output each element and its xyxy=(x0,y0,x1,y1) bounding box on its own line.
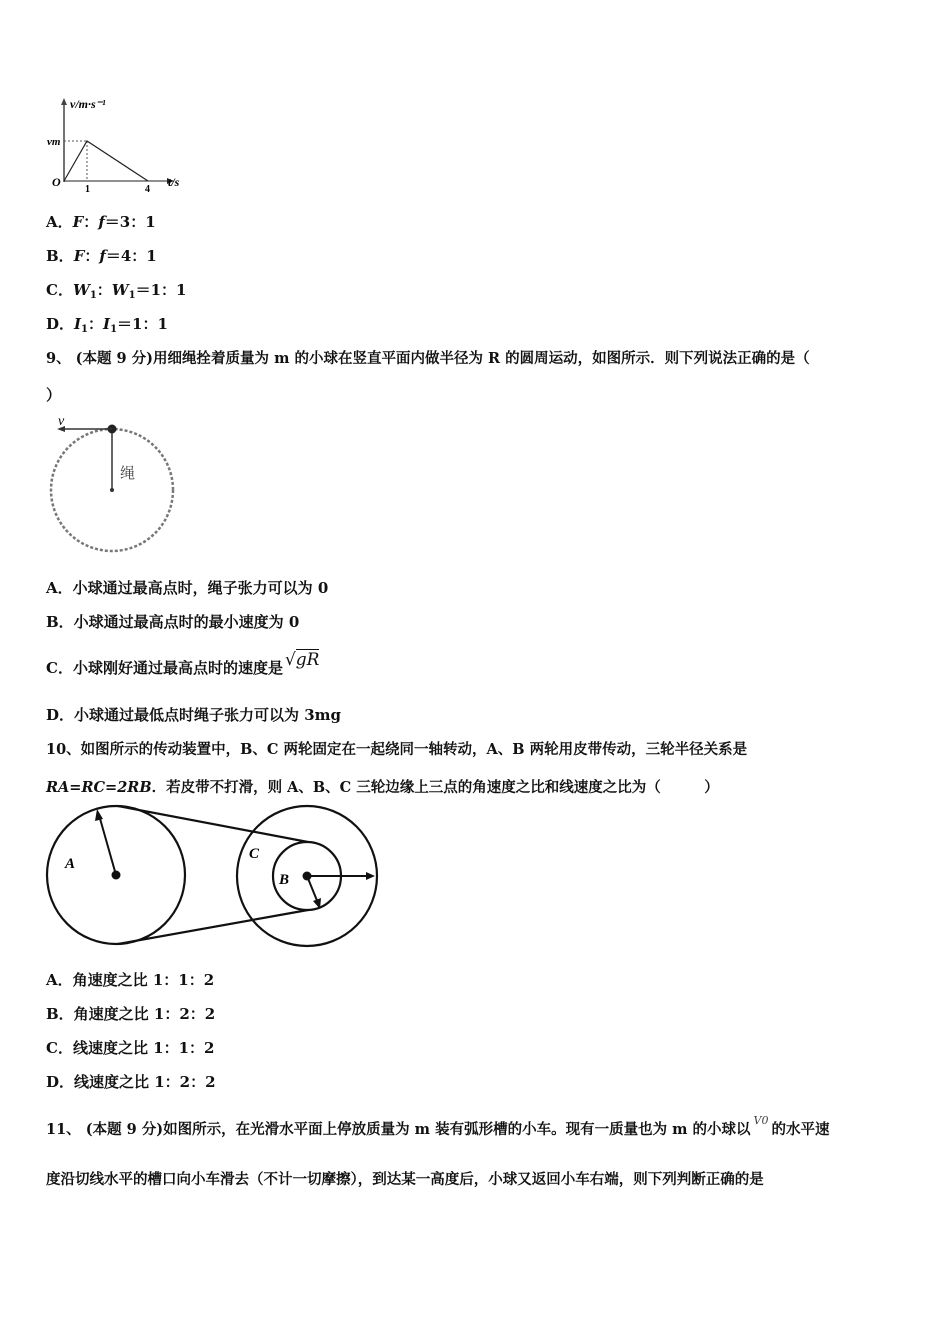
q11-stem-line2: 度沿切线水平的槽口向小车滑去（不计一切摩擦），到达某一高度后，小球又返回小车右端，则下列判断正确的是 xyxy=(46,1171,764,1188)
sub: 1 xyxy=(81,324,89,335)
var: f xyxy=(98,213,105,231)
ratio: ＝3：1 xyxy=(104,213,156,231)
sqrt-icon: √ xyxy=(284,650,296,670)
option-text: C．小球刚好通过最高点时的速度是 xyxy=(46,659,283,677)
belt-drive-figure xyxy=(0,0,400,960)
sub: 1 xyxy=(128,290,136,301)
q10-option-a: A．角速度之比 1：1：2 xyxy=(46,971,215,989)
tick-4: 4 xyxy=(145,184,150,195)
sep: ： xyxy=(83,213,99,231)
option-letter: D． xyxy=(46,315,75,333)
sep: ： xyxy=(96,281,112,299)
var: W xyxy=(111,281,129,299)
q9-stem-line1: 9、 (本题 9 分)用细绳拴着质量为 m 的小球在竖直平面内做半径为 R 的圆周运动，如图所示．则下列说法正确的是（ xyxy=(46,350,810,367)
stem-text: 的水平速 xyxy=(771,1121,830,1138)
sub: 1 xyxy=(110,324,118,335)
ratio: ＝1：1 xyxy=(117,315,168,333)
stem-text: ．若皮带不打滑，则 A、B、C 三轮边缘上三点的角速度之比和线速度之比为（ ） xyxy=(151,779,719,796)
q10-option-d: D．线速度之比 1：2：2 xyxy=(46,1073,216,1091)
ratio: ＝1：1 xyxy=(135,281,187,299)
var: F xyxy=(73,247,85,265)
wheel-c-label: C xyxy=(249,846,260,862)
wheel-a-label: A xyxy=(65,856,76,872)
wheel-b-label: B xyxy=(279,872,290,888)
radius-relation: RA=RC=2RB xyxy=(46,779,152,796)
sep: ： xyxy=(84,247,100,265)
var: I xyxy=(74,315,82,333)
var: I xyxy=(103,315,111,333)
q10-option-b: B．角速度之比 1：2：2 xyxy=(46,1005,216,1023)
q10-option-c: C．线速度之比 1：1：2 xyxy=(46,1039,215,1057)
v0-symbol: V0 xyxy=(753,1114,769,1127)
tick-1: 1 xyxy=(85,184,90,195)
sub: 1 xyxy=(89,290,97,301)
rope-label: 绳 xyxy=(120,466,136,482)
option-letter: C． xyxy=(46,281,73,299)
q9-stem-line2: ） xyxy=(46,386,62,404)
q11-stem-line1 xyxy=(46,1114,830,1139)
q10-stem-line1: 10、如图所示的传动装置中，B、C 两轮固定在一起绕同一轴转动，A、B 两轮用皮带传动，三轮半径关系是 xyxy=(46,741,748,758)
q9-option-a: A．小球通过最高点时，绳子张力可以为 0 xyxy=(46,579,329,597)
velocity-label: v xyxy=(58,414,65,429)
ratio: ＝4：1 xyxy=(105,247,157,265)
option-letter: B． xyxy=(46,247,74,265)
vm-label: vm xyxy=(47,136,61,148)
sqrt-radicand: gR xyxy=(295,650,320,670)
q9-option-b: B．小球通过最高点时的最小速度为 0 xyxy=(46,613,300,631)
var: F xyxy=(72,213,84,231)
var: f xyxy=(99,247,106,265)
origin-label: O xyxy=(52,175,61,189)
y-axis-label: v/m·s⁻¹ xyxy=(70,97,106,111)
x-axis-label: t/s xyxy=(168,175,180,189)
sep: ： xyxy=(88,315,104,333)
q9-option-d: D．小球通过最低点时绳子张力可以为 3mg xyxy=(46,706,342,724)
var: W xyxy=(72,281,90,299)
stem-text: 11、 (本题 9 分)如图所示，在光滑水平面上停放质量为 m 装有弧形槽的小车。现有一质量也为 m 的小球以 xyxy=(46,1121,751,1138)
option-letter: A． xyxy=(46,213,73,231)
